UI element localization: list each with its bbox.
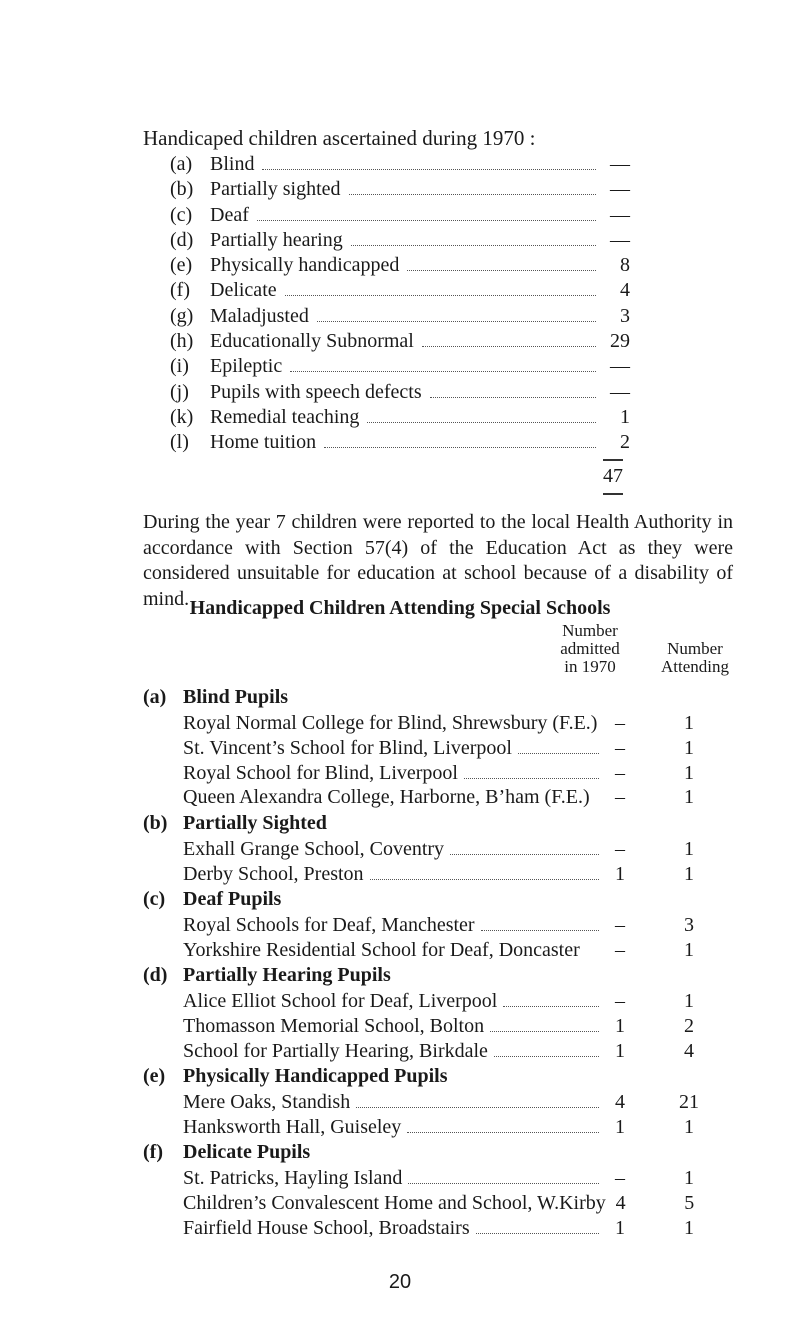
table-row: Royal Schools for Deaf, Manchester – 3 xyxy=(183,914,694,936)
list-item: (l) Home tuition 2 xyxy=(170,431,630,454)
list-item: (a) Blind — xyxy=(170,153,630,175)
section-physically-handicapped xyxy=(143,1065,743,1141)
table-row: Children’s Convalescent Home and School, W.Kirby 4 5 xyxy=(183,1191,695,1214)
list-item: (b) Partially sighted — xyxy=(170,178,630,201)
section-heading: (c) Deaf Pupils xyxy=(143,888,282,910)
list-item: (e) Physically handicapped 8 xyxy=(170,254,630,277)
table-row: St. Patricks, Hayling Island – 1 xyxy=(183,1167,694,1189)
page-number: 20 xyxy=(388,1271,412,1293)
section-partially-sighted xyxy=(143,812,743,888)
table-row: Royal Normal College for Blind, Shrewsbury (F.E.) – 1 xyxy=(183,712,694,734)
list-item: (d) Partially hearing — xyxy=(170,228,630,251)
table-row: Mere Oaks, Standish 4 21 xyxy=(183,1091,699,1113)
table-row: Alice Elliot School for Deaf, Liverpool – 1 xyxy=(183,990,694,1012)
section-blind-pupils xyxy=(143,686,743,811)
total-rule-top xyxy=(603,459,623,461)
column-header-attending: Number Attending xyxy=(661,639,729,676)
table-row: Yorkshire Residential School for Deaf, Doncaster – 1 xyxy=(183,938,694,961)
section-heading: (a) Blind Pupils xyxy=(143,686,289,708)
table-row: School for Partially Hearing, Birkdale 1 4 xyxy=(183,1039,694,1062)
list-item: (f) Delicate 4 xyxy=(170,279,630,302)
table-row: Hanksworth Hall, Guiseley 1 1 xyxy=(183,1115,694,1138)
list-item: (k) Remedial teaching 1 xyxy=(170,405,630,428)
total-rule-bottom xyxy=(603,493,623,495)
column-header-admitted: Number admitted in 1970 xyxy=(560,621,620,676)
table-row: Fairfield House School, Broadstairs 1 1 xyxy=(183,1216,694,1239)
section-heading: (e) Physically Handicapped Pupils xyxy=(143,1065,448,1087)
list-item: (c) Deaf — xyxy=(170,203,630,226)
ascertained-heading: Handicaped children ascertained during 1970 : xyxy=(143,126,536,150)
section-delicate-pupils xyxy=(143,1141,743,1241)
section-partially-hearing xyxy=(143,964,743,1064)
list-item: (j) Pupils with speech defects — xyxy=(170,380,630,403)
disability-paragraph: During the year 7 children were reported to the local Health Authority in accordance with Section 57(4) of the Education Act as they were considered unsuitable for education at school because of a disability of mind. xyxy=(143,511,733,610)
section-heading: (f) Delicate Pupils xyxy=(143,1141,311,1163)
special-schools-title: Handicapped Children Attending Special Schools xyxy=(189,597,611,619)
table-row: Derby School, Preston 1 1 xyxy=(183,862,694,885)
total-value: 47 xyxy=(603,465,623,487)
list-item: (h) Educationally Subnormal 29 xyxy=(170,330,630,353)
table-row: Queen Alexandra College, Harborne, B’ham (F.E.) – 1 xyxy=(183,786,694,809)
section-deaf-pupils xyxy=(143,888,743,964)
ascertained-list xyxy=(170,153,630,457)
table-row: Royal School for Blind, Liverpool – 1 xyxy=(183,761,694,784)
table-row: Exhall Grange School, Coventry – 1 xyxy=(183,838,694,860)
table-row: Thomasson Memorial School, Bolton 1 2 xyxy=(183,1014,694,1037)
list-item: (i) Epileptic — xyxy=(170,355,630,378)
section-heading: (d) Partially Hearing Pupils xyxy=(143,964,391,986)
table-row: St. Vincent’s School for Blind, Liverpool – 1 xyxy=(183,736,694,759)
list-item: (g) Maladjusted 3 xyxy=(170,304,630,327)
section-heading: (b) Partially Sighted xyxy=(143,812,327,834)
